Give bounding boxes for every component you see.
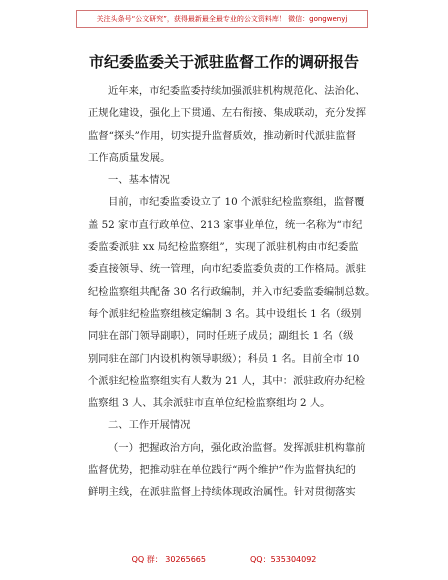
footer-contact — [0, 554, 448, 566]
section-heading-work: 二、工作开展情况 — [108, 419, 191, 432]
intro-line-4: 工作高质量发展。 — [88, 151, 171, 164]
intro-line-1: 近年来，市纪委监委持续加强派驻机构规范化、法治化、 — [108, 85, 366, 97]
basic-line-1: 目前，市纪委监委设立了 10 个派驻纪检监察组，监督覆 — [108, 196, 365, 209]
basic-line-2: 盖 52 家市直行政单位、213 家事业单位，统一名称为“市纪 — [88, 218, 363, 231]
document-title: 市纪委监委关于派驻监督工作的调研报告 — [88, 53, 359, 71]
intro-line-3: 监督“探头”作用，切实提升监督质效，推动新时代派驻监督 — [88, 129, 356, 142]
basic-line-7: 同驻在部门领导副职），同时任班子成员；副组长 1 名（级 — [88, 330, 354, 343]
basic-line-5: 纪检监察组共配备 30 名行政编制，并入市纪委监委编制总数。 — [88, 285, 376, 298]
footer-qq-group: QQ 群： 30265665 — [131, 555, 206, 564]
document-body — [88, 80, 388, 504]
basic-line-4: 委直接领导、统一管理，向市纪委监委负责的工作格局。派驻 — [88, 263, 367, 276]
footer-qq: QQ：535304092 — [250, 555, 317, 564]
work-line-2: 监督优势，把推动驻在单位践行“两个维护”作为监督执纪的 — [88, 464, 356, 477]
basic-line-8: 别同驻在部门内设机构领导职级）；科员 1 名。目前全市 10 — [88, 352, 360, 365]
basic-line-3: 委监委派驻 xx 局纪检监察组”，实现了派驻机构由市纪委监 — [88, 241, 359, 254]
basic-line-6: 每个派驻纪检监察组核定编制 3 名。其中设组长 1 名（级别 — [88, 307, 362, 320]
promo-banner: 关注头条号“公文研究”，获得最新最全最专业的公文资料库！ 微信：gongwenyj — [76, 10, 368, 28]
work-line-3: 鲜明主线，在派驻监督上持续体现政治属性。针对贯彻落实 — [88, 486, 356, 499]
section-heading-basic: 一、基本情况 — [108, 174, 170, 187]
intro-line-2: 正规化建设，强化上下贯通、左右衔接、集成联动，充分发挥 — [88, 107, 367, 120]
work-line-1: （一）把握政治方向，强化政治监督。发挥派驻机构靠前 — [108, 441, 366, 454]
basic-line-10: 监察组 3 人、其余派驻市直单位纪检监察组均 2 人。 — [88, 397, 331, 410]
basic-line-9: 个派驻纪检监察组实有人数为 21 人，其中：派驻政府办纪检 — [88, 374, 366, 387]
